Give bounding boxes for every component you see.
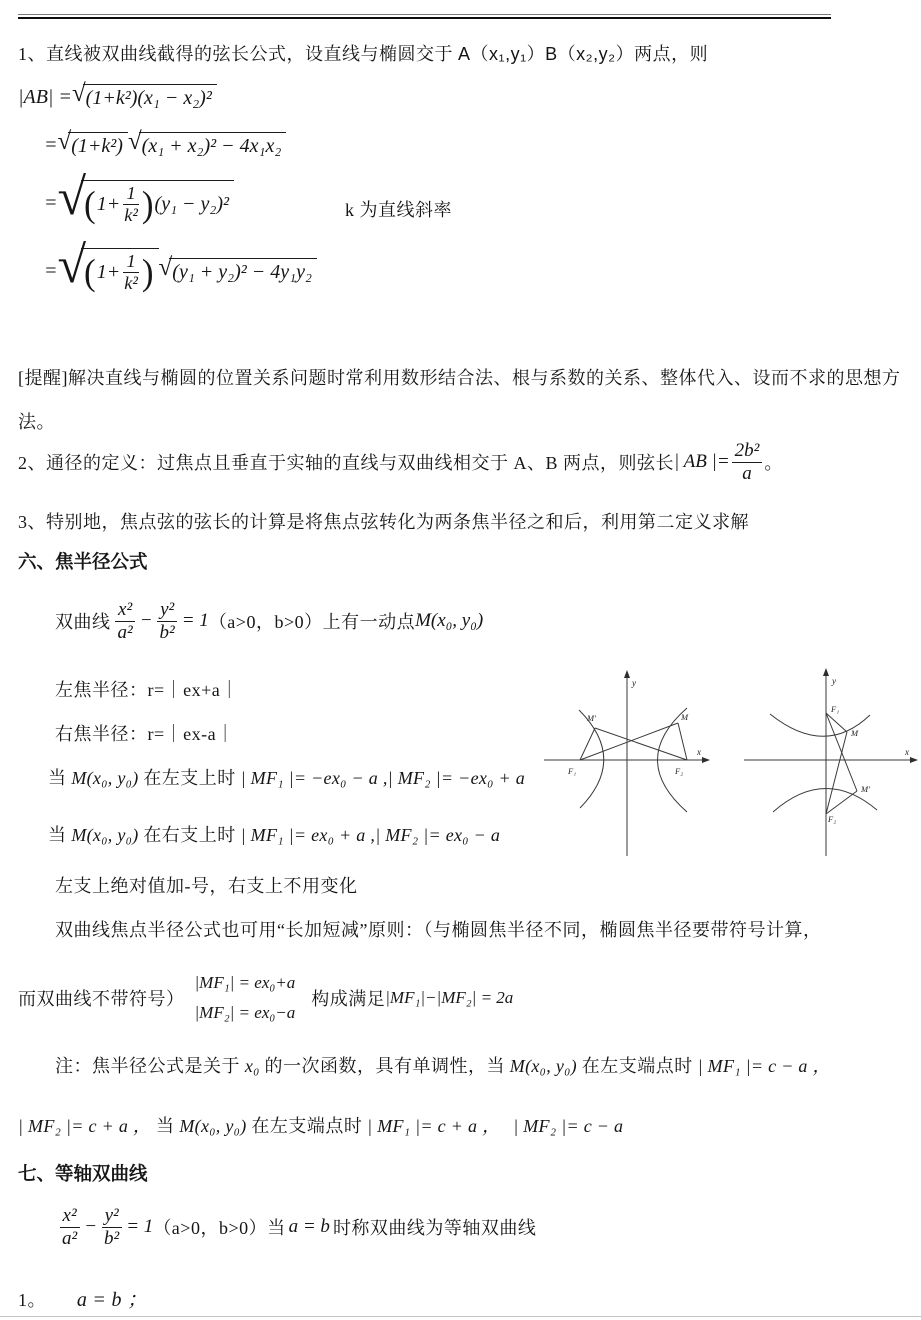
focal-radius-formulas: | MF₁ |= ex₀ + a ,| MF₂ |= ex₀ − a <box>240 825 501 845</box>
segment-f2-m <box>826 732 847 814</box>
satisfy-text: 构成满足 <box>311 989 386 1009</box>
formula-ab-line3 <box>44 169 234 226</box>
fraction-numerator: 1 <box>123 183 138 205</box>
x0-var: x₀ <box>244 1056 260 1076</box>
left-focal-radius: 左焦半径：r=｜ex+a｜ <box>55 680 239 700</box>
hyperbola-equation-line <box>55 592 483 650</box>
top-rule <box>18 14 831 19</box>
minus-sign: − <box>139 610 153 631</box>
mf2-endpoint-value: | MF₂ |= c + a ， <box>18 1116 152 1136</box>
focal-chord-note: 3、特别地，焦点弦的弦长的计算是将焦点弦转化为两条焦半径之和后，利用第二定义求解 <box>18 512 749 532</box>
left-paren: ( <box>84 251 96 293</box>
bottom-rule <box>0 1316 921 1317</box>
y-axis-label: y <box>632 678 636 688</box>
radical <box>57 237 159 294</box>
focus-f2-label: F₂ <box>828 814 837 824</box>
radical <box>57 128 128 158</box>
fraction-x2-over-a2 <box>115 599 136 644</box>
x-axis-label: x <box>697 747 701 757</box>
absolute-value-note: 左支上绝对值加-号，右支上不用变化 <box>55 876 358 896</box>
fraction-numerator: x² <box>60 1205 80 1228</box>
point-mprime-label: M′ <box>861 784 870 794</box>
formula4-eq: = <box>44 259 58 282</box>
focus-f1-label: F₁ <box>568 766 577 776</box>
point-m: M(x₀, y₀) <box>509 1056 577 1076</box>
fraction-numerator: x² <box>115 599 135 622</box>
cn-when: 当 <box>48 768 67 788</box>
note-text-a: 注：焦半径公式是关于 <box>55 1056 240 1076</box>
radical <box>158 254 317 284</box>
mf1-endpoint-value: | MF₁ |= c − a ， <box>697 1056 831 1076</box>
chord-heading-text-c: 两点，则 <box>634 44 709 64</box>
cn-on-left-branch: 在左支上时 <box>143 768 236 788</box>
note-text-c: 在左支端点时 <box>581 1056 693 1076</box>
equals-one: = 1 <box>126 1216 154 1237</box>
fraction-denominator: b² <box>159 621 175 643</box>
point-mprime-label: M′ <box>587 713 596 723</box>
equation-system <box>195 973 296 1023</box>
fraction-numerator: y² <box>102 1205 122 1228</box>
mf1-endpoint-value2: | MF₁ |= c + a ， <box>367 1116 501 1136</box>
fraction-1-over-k2 <box>121 183 141 226</box>
focal-radius-formulas: | MF₁ |= −ex₀ − a ,| MF₂ |= −ex₀ + a <box>240 768 526 788</box>
note-text-b: 的一次函数，具有单调性，当 <box>264 1056 505 1076</box>
focus-f1-label: F₁ <box>831 704 840 714</box>
no-sign-text: 而双曲线不带符号） <box>18 989 185 1009</box>
sqrt-sign: √ <box>71 80 86 107</box>
satisfy-equation: |MF₁|−|MF₂| = 2a <box>385 988 514 1007</box>
formula-ab-line1 <box>18 80 217 110</box>
right-paren: ) <box>141 251 154 293</box>
y-axis-arrow <box>624 670 630 678</box>
formula2-radicand2: (x₁ + x₂)² − 4x₁x₂ <box>141 135 282 157</box>
equals-one: = 1 <box>181 610 209 631</box>
item-one-line <box>18 1283 147 1312</box>
right-paren: ) <box>141 183 154 225</box>
a-equals-b: a = b <box>288 1216 330 1237</box>
ab-abs: | AB |= <box>674 451 730 472</box>
system-of-focal-radii <box>18 958 513 1038</box>
a-equals-b-item: a = b ； <box>76 1289 148 1311</box>
point-m: M(x₀, y₀) <box>415 610 484 631</box>
tail-text: 时称双曲线为等轴双曲线 <box>332 1218 537 1238</box>
x-axis-arrow <box>910 757 918 763</box>
equilateral-hyperbola-line <box>55 1198 536 1256</box>
sentence-end: 。 <box>764 453 783 473</box>
fraction-numerator: y² <box>157 599 177 622</box>
mf2-endpoint-value2: | MF₂ |= c − a <box>513 1116 624 1136</box>
sqrt-sign: √ <box>158 254 173 282</box>
cn-when: 当 <box>48 825 67 845</box>
fraction-denominator: k² <box>124 205 138 226</box>
point-m: M(x₀, y₀) <box>179 1116 247 1136</box>
fraction-1-over-k2 <box>121 251 141 294</box>
fraction-numerator: 2b² <box>732 440 763 463</box>
section-six-heading: 六、焦半径公式 <box>18 551 148 572</box>
formula3-eq: = <box>44 191 58 214</box>
latus-rectum-text: 2、通径的定义：过焦点且垂直于实轴的直线与双曲线相交于 A、B 两点，则弦长 <box>18 453 675 473</box>
left-branch-condition <box>48 764 525 790</box>
condition-text: （a>0，b>0）上有一动点 <box>208 612 416 632</box>
fraction-denominator: k² <box>124 273 138 294</box>
cn-when: 当 <box>156 1116 175 1136</box>
point-m: M(x₀, y₀) <box>71 768 139 788</box>
focus-f2-label: F₂ <box>675 766 684 776</box>
latus-rectum-definition <box>18 432 783 492</box>
hyperbola-diagram-horizontal <box>540 668 715 860</box>
cn-endpoint: 在左支端点时 <box>251 1116 363 1136</box>
y-axis-label: y <box>832 676 836 686</box>
right-branch-condition <box>48 821 500 847</box>
monotonicity-note-line2 <box>18 1112 623 1138</box>
left-paren: ( <box>84 183 96 225</box>
minus-sign: − <box>84 1216 98 1237</box>
hyperbola-label: 双曲线 <box>55 612 111 632</box>
radical <box>71 80 217 110</box>
point-m-label: M <box>851 728 859 738</box>
chord-heading-points: A（x₁,y₁）B（x₂,y₂） <box>458 44 635 64</box>
fraction-2b2-over-a <box>732 440 763 485</box>
segment-f1-m <box>826 713 847 732</box>
long-add-short-subtract-principle: 双曲线焦点半径公式也可用“长加短减”原则：（与椭圆焦半径不同，椭圆焦半径要带符号计算， <box>55 920 822 940</box>
radical <box>57 169 235 226</box>
formula2-eq: = <box>44 133 58 156</box>
item-number: 1。 <box>18 1290 46 1310</box>
cn-on-right-branch: 在右支上时 <box>143 825 236 845</box>
chord-heading-text-a: 1、直线被双曲线截得的弦长公式，设直线与椭圆交于 <box>18 44 458 64</box>
fraction-numerator: 1 <box>123 251 138 273</box>
formula1-radicand: (1+k²)(x₁ − x₂)² <box>85 87 212 109</box>
fraction-denominator: a² <box>62 1227 78 1249</box>
point-m: M(x₀, y₀) <box>71 825 139 845</box>
formula-ab-line4 <box>44 237 317 294</box>
formula-ab-line2 <box>44 128 286 158</box>
fraction-y2-over-b2 <box>157 599 178 644</box>
fraction-x2-over-a2 <box>59 1205 80 1250</box>
system-eq1: |MF₁| = ex₀+a <box>194 973 296 992</box>
fraction-denominator: a <box>742 462 752 484</box>
sqrt-sign: √ <box>127 128 142 155</box>
sqrt-sign: √ <box>57 237 87 294</box>
radical <box>127 128 286 158</box>
hyperbola-diagram-vertical <box>742 668 920 860</box>
formula2-radicand1: (1+k²) <box>71 135 123 157</box>
formula3-tail: (y₁ − y₂)² <box>154 193 230 216</box>
y-axis-arrow <box>823 668 829 676</box>
condition-text: （a>0，b>0）当 <box>153 1218 286 1238</box>
sqrt-sign: √ <box>57 128 72 155</box>
formula4-radicand2: (y₁ + y₂)² − 4y₁y₂ <box>172 261 312 284</box>
fraction-y2-over-b2 <box>101 1205 122 1250</box>
formula1-lhs: |AB| = <box>18 85 72 108</box>
chord-length-heading <box>18 40 708 66</box>
segment-f2-mprime <box>595 728 687 760</box>
x-axis-label: x <box>905 747 909 757</box>
section-seven-heading: 七、等轴双曲线 <box>18 1163 148 1184</box>
fraction-denominator: a² <box>117 621 133 643</box>
slope-note: k 为直线斜率 <box>345 200 452 220</box>
sqrt-sign: √ <box>57 169 87 226</box>
formula3-one-plus: 1+ <box>96 193 121 216</box>
right-focal-radius: 右焦半径：r=｜ex-a｜ <box>55 724 235 744</box>
segment-f2-m <box>678 723 687 760</box>
system-eq2: |MF₂| = ex₀−a <box>194 1003 296 1022</box>
point-m-label: M <box>681 712 689 722</box>
monotonicity-note-line1 <box>55 1052 831 1078</box>
x-axis-arrow <box>702 757 710 763</box>
reminder-paragraph: [提醒]解决直线与椭圆的位置关系问题时常利用数形结合法、根与系数的关系、整体代入、设而不求的思想方法。 <box>18 368 901 432</box>
formula4-one-plus: 1+ <box>96 261 121 284</box>
fraction-denominator: b² <box>104 1227 120 1249</box>
